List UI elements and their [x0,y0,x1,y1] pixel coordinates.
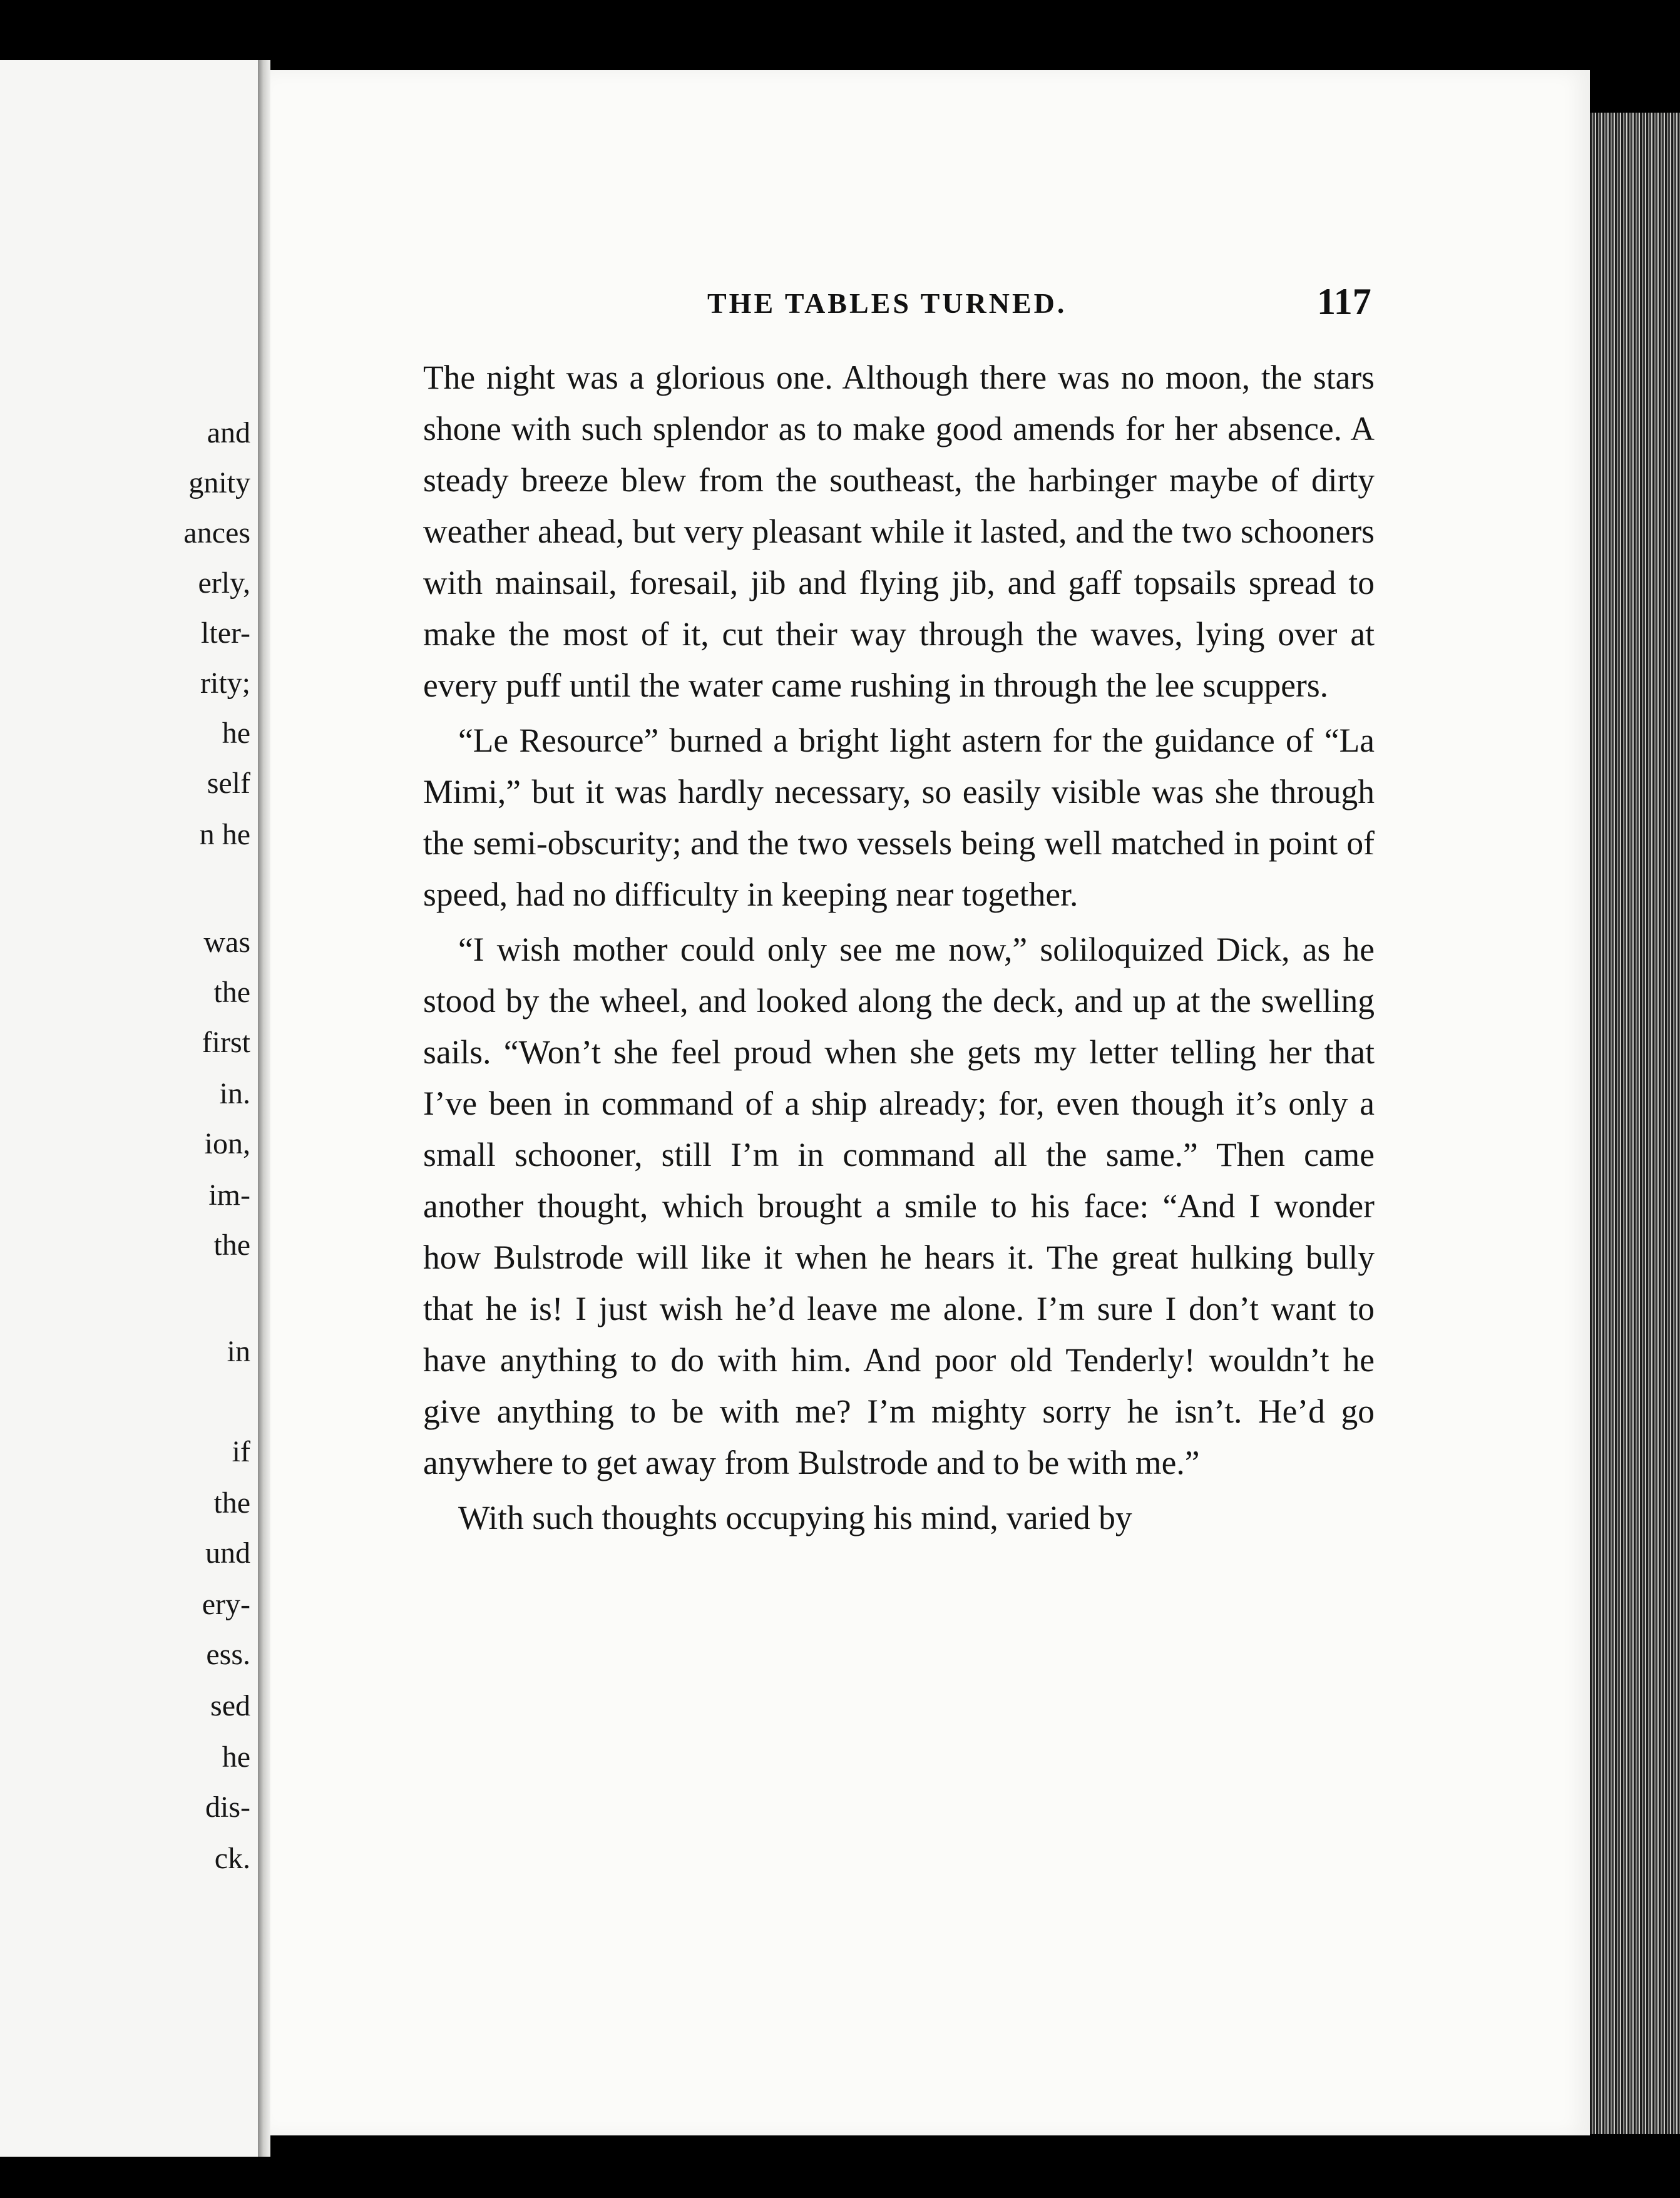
left-line-fragment: und [205,1536,250,1570]
left-line-fragment: dis- [205,1791,250,1824]
left-line-fragment: ery- [202,1588,250,1621]
left-line-fragment: the [213,1486,250,1520]
left-line-fragment: rity; [200,667,250,700]
paragraph: “I wish mother could only see me now,” soliloquized Dick, as he stood by the wheel, and looked along the deck, and up at the swelling sails. “Won’t she feel proud when she gets my letter telling her that I’ve been in command of a ship already; for, even though it’s only a small schooner, still I’m in command all the same.” Then came another thought, which brought a smile to his face: “And I wonder how Bulstrode will like it when he hears it. The great hulking bully that he is! I just wish he’d leave me alone. I’m sure I don’t want to have anything to do with him. And poor old Tenderly! wouldn’t he give anything to be with me? I’m mighty sorry he isn’t. He’d go anywhere to get away from Bulstrode and to be with me.” [423,931,1375,1481]
left-line-fragment: erly, [198,566,250,600]
left-line-fragment: sed [210,1689,250,1722]
page-edges [1590,113,1680,2134]
left-line-fragment: the [213,1229,250,1262]
left-line-fragment: lter- [201,616,250,650]
left-line-fragment: was [203,926,250,959]
left-line-fragment: ess. [206,1638,250,1671]
left-line-fragment: and [207,416,250,449]
page-number: 117 [1317,281,1371,322]
running-head: THE TABLES TURNED. [707,287,1067,319]
left-page-fragment [0,60,258,2157]
paragraph: The night was a glorious one. Although there was no moon, the stars shone with such splendor as to make good amends for her absence. A steady breeze blew from the southeast, the harbinger maybe of dirty weather ahead, but very pleasant while it lasted, and the two schooners with mainsail, foresail, jib and flying jib, and gaff topsails spread to make the most of it, cut their way through the waves, lying over at every puff until the water came rushing in through the lee scuppers. [423,359,1375,704]
left-line-fragment: self [207,767,250,800]
left-line-fragment: ion, [204,1127,250,1160]
left-line-fragment: ances [183,516,250,550]
left-line-fragment: n he [199,818,250,851]
body-text [423,352,1375,1543]
left-line-fragment: gnity [188,466,250,499]
left-line-fragment: ck. [214,1842,250,1875]
left-line-fragment: in [227,1335,250,1368]
left-line-fragment: first [202,1026,250,1059]
left-line-fragment: im- [208,1178,250,1212]
left-line-fragment: he [222,717,250,750]
paragraph: “Le Resource” burned a bright light astern for the guidance of “La Mimi,” but it was hardly necessary, so easily visible was she through the semi-obscurity; and the two vessels being well matched in point of speed, had no difficulty in keeping near together. [423,722,1375,913]
left-line-fragment: the [213,976,250,1009]
paragraph: With such thoughts occupying his mind, varied by [458,1499,1132,1536]
left-line-fragment: if [232,1435,250,1468]
book-gutter [258,60,270,2157]
left-line-fragment: he [222,1741,250,1774]
left-line-fragment: in. [219,1077,250,1110]
